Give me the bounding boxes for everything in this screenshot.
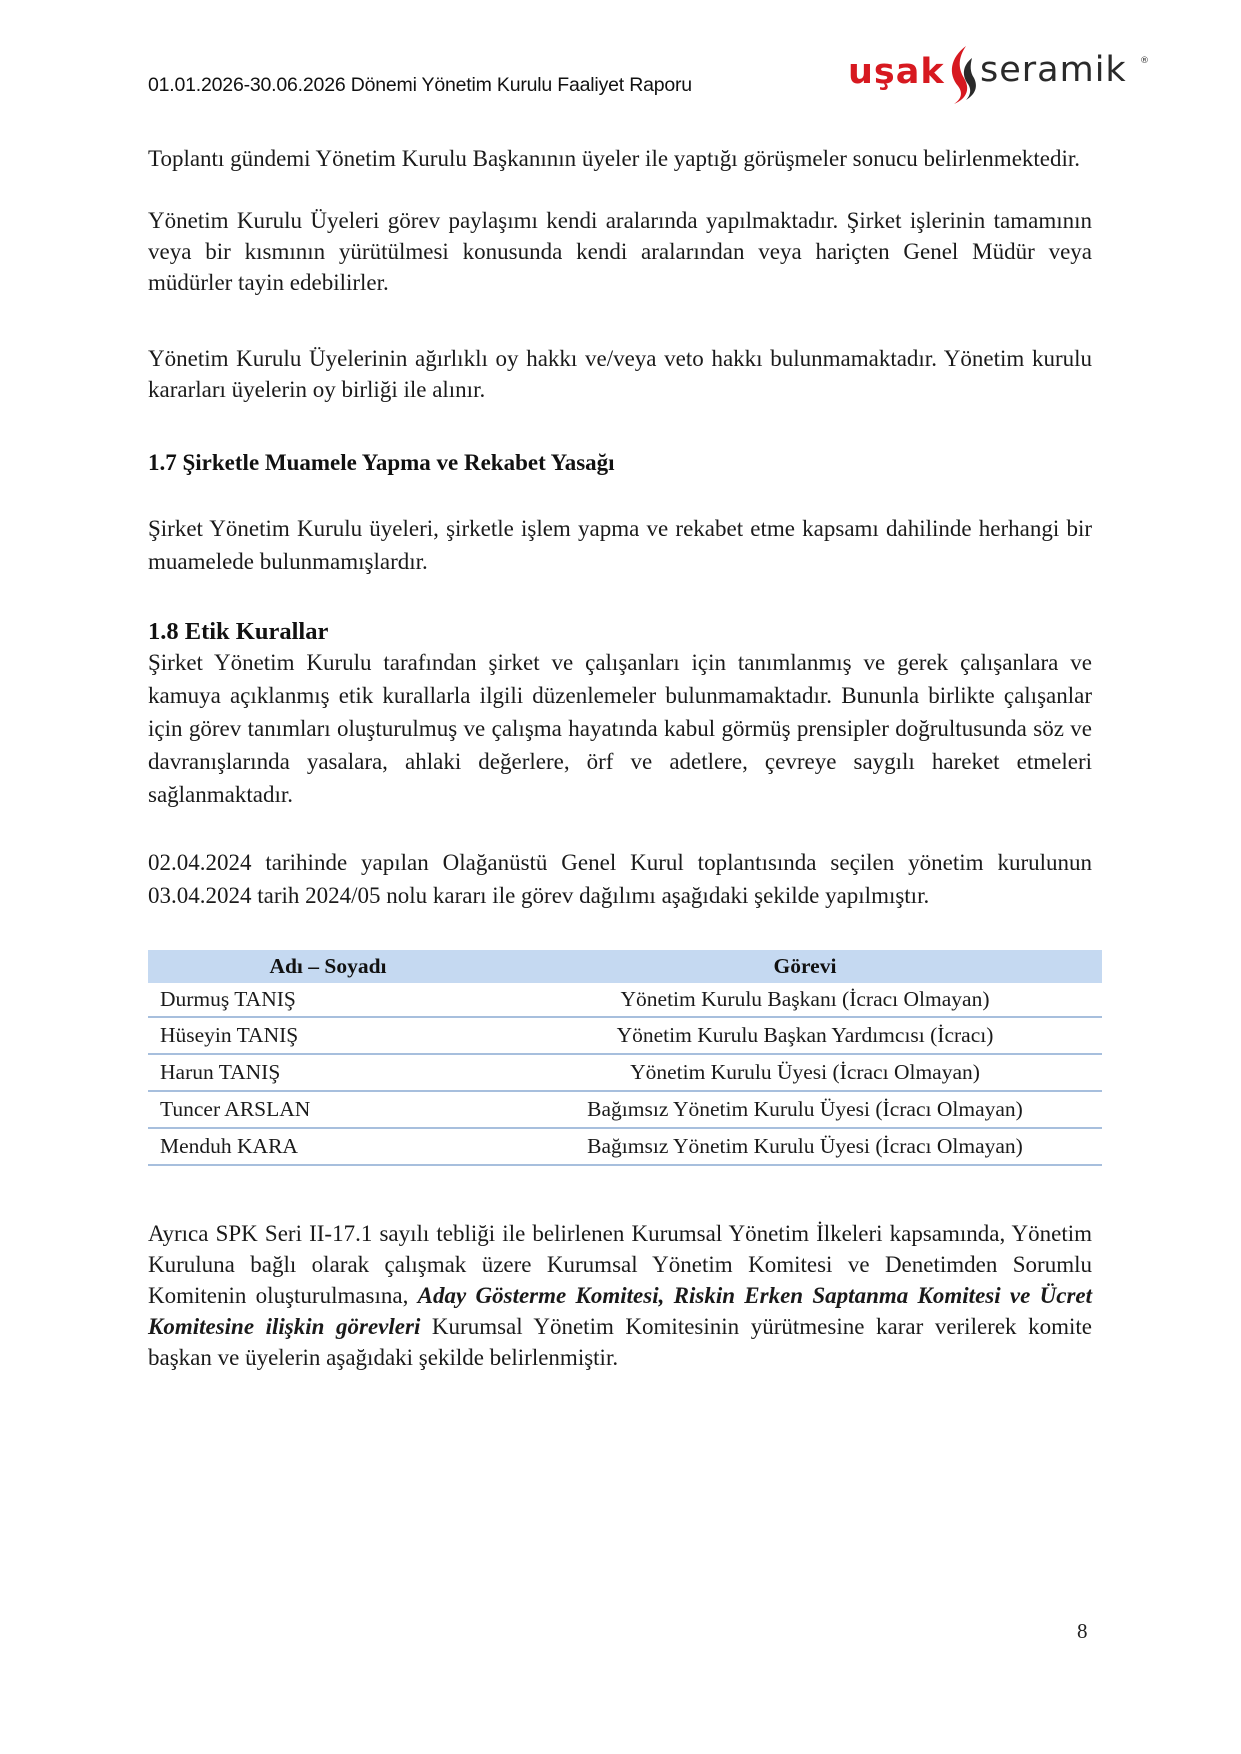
member-name: Menduh KARA xyxy=(148,1128,508,1165)
member-role: Yönetim Kurulu Başkanı (İcracı Olmayan) xyxy=(508,983,1102,1017)
member-name: Hüseyin TANIŞ xyxy=(148,1017,508,1054)
board-duties-table xyxy=(148,950,1102,1166)
page-number: 8 xyxy=(1077,1619,1088,1643)
section-heading-1-8: 1.8 Etik Kurallar xyxy=(148,618,329,645)
committees-text-part-1: Ayrıca SPK Seri II-17.1 sayılı tebliği ile belirlenen Kurumsal Yönetim İlkeleri kapsamında, Yönetim Kuruluna bağlı olarak çalışmak üzere Kurumsal Yönetim Komitesi ve Denetimden Sorumlu Komitenin oluşturulmasına, xyxy=(148,1221,1092,1308)
logo-usak-text: uşak xyxy=(848,52,945,92)
member-role: Yönetim Kurulu Üyesi (İcracı Olmayan) xyxy=(508,1054,1102,1091)
paragraph-competition: Şirket Yönetim Kurulu üyeleri, şirketle işlem yapma ve rekabet etme kapsamı dahilinde herhangi bir muamelede bulunmamışlardır. xyxy=(148,516,1092,574)
member-role: Bağımsız Yönetim Kurulu Üyesi (İcracı Olmayan) xyxy=(508,1091,1102,1128)
column-header-role: Görevi xyxy=(508,950,1102,983)
paragraph-agenda: Toplantı gündemi Yönetim Kurulu Başkanının üyeler ile yaptığı görüşmeler sonucu belirlenmektedir. xyxy=(148,146,1081,171)
paragraph-assignment: 02.04.2024 tarihinde yapılan Olağanüstü Genel Kurul toplantısında seçilen yönetim kurulunun 03.04.2024 tarih 2024/05 nolu kararı ile görev dağılımı aşağıdaki şekilde yapılmıştır. xyxy=(148,850,1092,908)
paragraph-ethics: Şirket Yönetim Kurulu tarafından şirket ve çalışanları için tanımlanmış ve gerek çalışanlara ve kamuya açıklanmış etik kurallarla ilgili düzenlemeler bulunmamaktadır. Bununla birlikte çalışanlar için görev tanımları oluşturulmuş ve çalışma hayatında kabul görmüş prensipler doğrultusunda söz ve davranışlarında yasalara, ahlaki değerlere, örf ve adetlere, çevreye saygılı hareket etmeleri sağlanmaktadır. xyxy=(148,650,1092,807)
paragraph-committees xyxy=(148,1218,1092,1373)
registered-mark: ® xyxy=(1140,56,1149,66)
table-row xyxy=(148,1128,1102,1165)
table-row xyxy=(148,983,1102,1017)
table-row xyxy=(148,1054,1102,1091)
paragraph-duty-sharing: Yönetim Kurulu Üyeleri görev paylaşımı kendi aralarında yapılmaktadır. Şirket işlerinin tamamının veya bir kısmının yürütülmesi konusunda kendi aralarından veya hariçten Genel Müdür veya müdürler tayin edebilirler. xyxy=(148,208,1092,295)
report-header-title: 01.01.2026-30.06.2026 Dönemi Yönetim Kurulu Faaliyet Raporu xyxy=(148,74,692,96)
member-role: Yönetim Kurulu Başkan Yardımcısı (İcracı) xyxy=(508,1017,1102,1054)
table-row xyxy=(148,1091,1102,1128)
usak-seramik-logo xyxy=(848,44,1158,112)
committees-text-part-3: Kurumsal Yönetim Komitesinin yürütmesine karar verilerek komite başkan ve üyelerin aşağıdaki şekilde belirlenmiştir. xyxy=(148,1314,1093,1370)
table-row xyxy=(148,1017,1102,1054)
member-name: Harun TANIŞ xyxy=(148,1054,508,1091)
table-header-row xyxy=(148,950,1102,983)
flame-icon xyxy=(944,44,978,106)
committees-text-emphasis: Aday Gösterme Komitesi, Riskin Erken Saptanma Komitesi ve Ücret Komitesine ilişkin görevleri xyxy=(148,1283,1093,1339)
paragraph-voting-rights: Yönetim Kurulu Üyelerinin ağırlıklı oy hakkı ve/veya veto hakkı bulunmamaktadır. Yönetim kurulu kararları üyelerin oy birliği ile alınır. xyxy=(148,346,1092,402)
column-header-name: Adı – Soyadı xyxy=(148,950,508,983)
section-heading-1-7: 1.7 Şirketle Muamele Yapma ve Rekabet Yasağı xyxy=(148,450,615,475)
member-role: Bağımsız Yönetim Kurulu Üyesi (İcracı Olmayan) xyxy=(508,1128,1102,1165)
logo-seramik-text: seramik xyxy=(980,50,1127,90)
member-name: Durmuş TANIŞ xyxy=(148,983,508,1017)
member-name: Tuncer ARSLAN xyxy=(148,1091,508,1128)
